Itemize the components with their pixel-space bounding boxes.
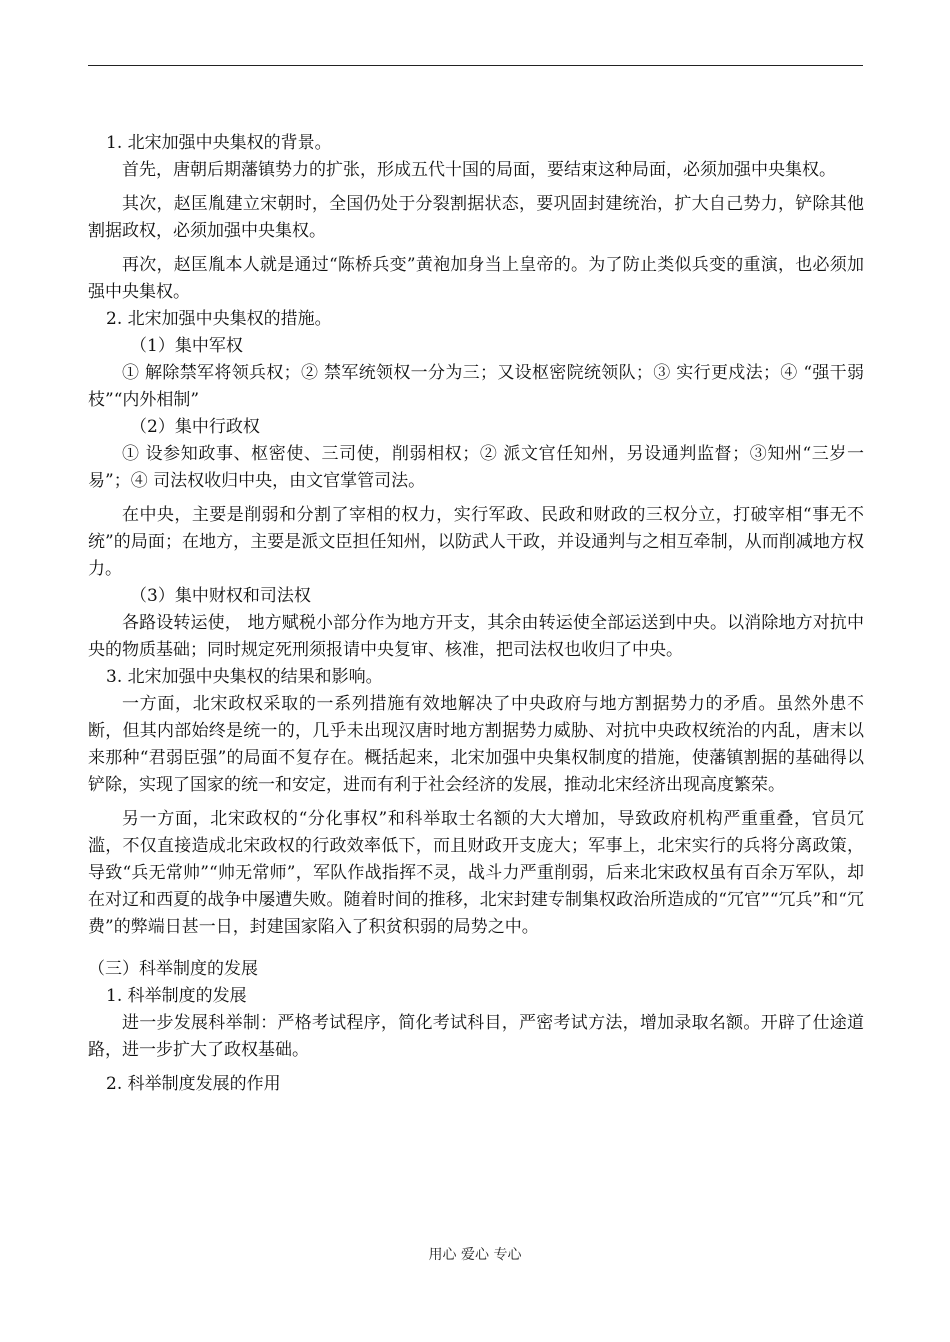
paragraph-central-local: 在中央，主要是削弱和分割了宰相的权力，实行军政、民政和财政的三权分立，打破宰相“事无不统”的局面；在地方，主要是派文臣担任知州，以防武人干政，并设通判与之相互牵制，从而削减地方权力。 bbox=[88, 505, 864, 579]
subheading-administrative: （2）集中行政权 bbox=[130, 417, 260, 437]
subheading-finance-justice: （3）集中财权和司法权 bbox=[130, 586, 311, 606]
paragraph-third: 再次，赵匡胤本人就是通过“陈桥兵变”黄袍加身当上皇帝的。为了防止类似兵变的重演，也必须加强中央集权。 bbox=[88, 255, 864, 302]
subheading-military: （1）集中军权 bbox=[130, 336, 243, 356]
section-title-imperial-exam: （三）科举制度的发展 bbox=[88, 959, 258, 979]
paragraph-negative-effects: 另一方面，北宋政权的“分化事权”和科举取士名额的大大增加，导致政府机构严重重叠，官员冗滥，不仅直接造成北宋政权的行政效率低下，而且财政开支庞大；军事上，北宋实行的兵将分离政策，导致“兵无常帅”“帅无常师”，军队作战指挥不灵，战斗力严重削弱，后来北宋政权虽有百余万军队，却在对辽和西夏的战争中屡遭失败。随着时间的推移，北宋封建专制集权政治所造成的“冗官”“冗兵”和“冗费”的弊端日甚一日，封建国家陷入了积贫积弱的局势之中。 bbox=[88, 809, 864, 937]
heading-results: 3. 北宋加强中央集权的结果和影响。 bbox=[106, 667, 383, 687]
page-footer: 用心 爱心 专心 bbox=[428, 1247, 522, 1263]
heading-exam-role: 2. 科举制度发展的作用 bbox=[106, 1074, 281, 1094]
paragraph-exam-development: 进一步发展科举制：严格考试程序，简化考试科目，严密考试方法，增加录取名额。开辟了仕途道路，进一步扩大了政权基础。 bbox=[88, 1013, 864, 1060]
paragraph-military: ① 解除禁军将领兵权；② 禁军统领权一分为三；又设枢密院统领队；③ 实行更戍法；④ “强干弱枝”“内外相制” bbox=[88, 363, 864, 410]
paragraph-finance-justice: 各路设转运使， 地方赋税小部分作为地方开支，其余由转运使全部运送到中央。以消除地方对抗中央的物质基础；同时规定死刑须报请中央复审、核准，把司法权也收归了中央。 bbox=[88, 613, 864, 660]
header-rule bbox=[88, 65, 863, 66]
heading-measures: 2. 北宋加强中央集权的措施。 bbox=[106, 309, 332, 329]
paragraph-administrative: ① 设参知政事、枢密使、三司使，削弱相权；② 派文官任知州，另设通判监督；③知州“三岁一易”；④ 司法权收归中央，由文官掌管司法。 bbox=[88, 444, 864, 491]
heading-background: 1. 北宋加强中央集权的背景。 bbox=[106, 133, 332, 153]
paragraph-first: 首先，唐朝后期藩镇势力的扩张，形成五代十国的局面，要结束这种局面，必须加强中央集权。 bbox=[122, 160, 836, 180]
document-body bbox=[88, 130, 864, 1098]
paragraph-positive-effects: 一方面，北宋政权采取的一系列措施有效地解决了中央政府与地方割据势力的矛盾。虽然外患不断，但其内部始终是统一的，几乎未出现汉唐时地方割据势力威胁、对抗中央政权统治的内乱，唐末以来那种“君弱臣强”的局面不复存在。概括起来，北宋加强中央集权制度的措施，使藩镇割据的基础得以铲除，实现了国家的统一和安定，进而有利于社会经济的发展，推动北宋经济出现高度繁荣。 bbox=[88, 694, 864, 795]
paragraph-second: 其次，赵匡胤建立宋朝时，全国仍处于分裂割据状态，要巩固封建统治，扩大自己势力，铲除其他割据政权，必须加强中央集权。 bbox=[88, 194, 864, 241]
heading-exam-development: 1. 科举制度的发展 bbox=[106, 986, 247, 1006]
